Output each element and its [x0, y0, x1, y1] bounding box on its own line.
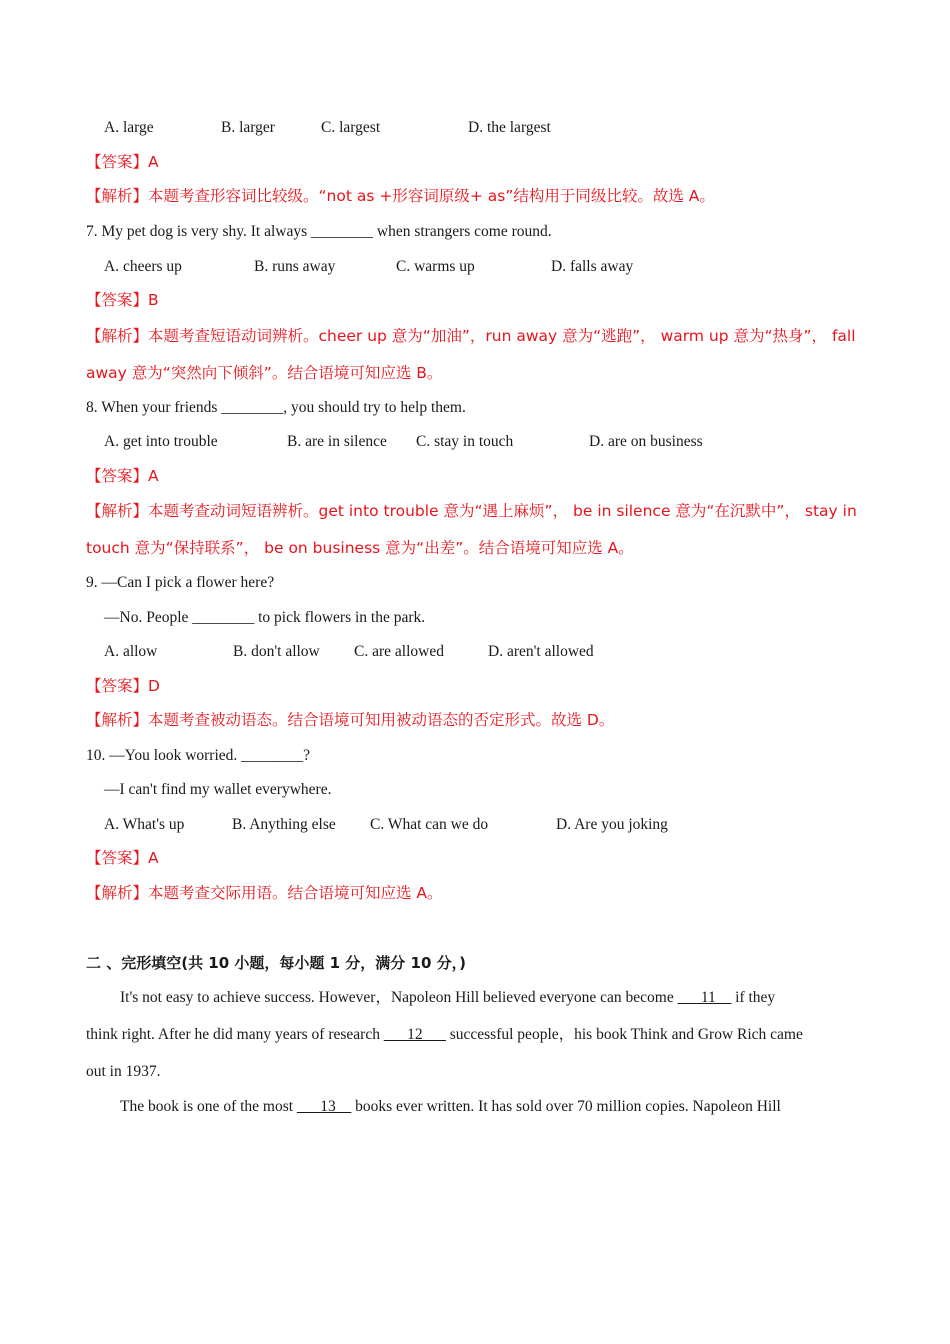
passage-text: books ever written. It has sold over 70 million copies. Napoleon Hill — [351, 1098, 781, 1115]
passage-line-1 — [120, 988, 775, 1008]
section2-heading: 二 、完形填空(共 10 小题，每小题 1 分，满分 10 分，) — [86, 954, 466, 972]
q9-option-a: A. allow — [104, 643, 158, 660]
q10-option-d: D. Are you joking — [556, 816, 668, 833]
q8-answer: 【答案】A — [86, 467, 159, 485]
q7-option-c: C. warms up — [396, 258, 475, 275]
q6-option-b: B. larger — [221, 119, 275, 136]
passage-text: The book is one of the most — [120, 1098, 297, 1115]
q6-option-c: C. largest — [321, 119, 381, 136]
q6-analysis: 【解析】本题考查形容词比较级。“not as +形容词原级+ as”结构用于同级比较。故选 A。 — [86, 187, 715, 205]
q10-option-a: A. What's up — [104, 816, 185, 833]
blank-12: ___12___ — [383, 1026, 446, 1043]
passage-line-4 — [120, 1097, 781, 1117]
q8-question: 8. When your friends ________, you should try to help them. — [86, 399, 466, 416]
q7-option-a: A. cheers up — [104, 258, 182, 275]
q7-option-b: B. runs away — [254, 258, 336, 275]
q8-analysis-line2: touch 意为“保持联系”， be on business 意为“出差”。结合语境可知应选 A。 — [86, 539, 634, 557]
q10-option-c: C. What can we do — [370, 816, 489, 833]
q9-reply: —No. People ________ to pick flowers in the park. — [104, 609, 426, 626]
passage-text: if they — [731, 989, 776, 1006]
q9-option-d: D. aren't allowed — [488, 643, 594, 660]
q10-question: 10. —You look worried. ________? — [86, 747, 311, 764]
q9-analysis: 【解析】本题考查被动语态。结合语境可知用被动语态的否定形式。故选 D。 — [86, 711, 615, 729]
passage-line-3: out in 1937. — [86, 1063, 161, 1080]
q6-option-d: D. the largest — [468, 119, 551, 136]
blank-11: ___11__ — [677, 989, 732, 1006]
q10-analysis: 【解析】本题考查交际用语。结合语境可知应选 A。 — [86, 884, 443, 902]
q8-analysis-line1: 【解析】本题考查动词短语辨析。get into trouble 意为“遇上麻烦”， be in silence 意为“在沉默中”， stay in — [86, 502, 857, 520]
q10-reply: —I can't find my wallet everywhere. — [104, 781, 332, 798]
q8-option-d: D. are on business — [589, 433, 703, 450]
passage-text: It's not easy to achieve success. However，Napoleon Hill believed everyone can become — [120, 989, 678, 1006]
q10-answer: 【答案】A — [86, 849, 159, 867]
q7-question: 7. My pet dog is very shy. It always ________ when strangers come round. — [86, 223, 552, 240]
q6-option-a: A. large — [104, 119, 154, 136]
q9-question: 9. —Can I pick a flower here? — [86, 574, 275, 591]
q7-analysis-line2: away 意为“突然向下倾斜”。结合语境可知应选 B。 — [86, 364, 443, 382]
passage-text: successful people，his book Think and Grow Rich came — [445, 1026, 803, 1043]
q8-option-a: A. get into trouble — [104, 433, 218, 450]
q9-option-b: B. don't allow — [233, 643, 320, 660]
q9-option-c: C. are allowed — [354, 643, 444, 660]
passage-line-2 — [86, 1025, 803, 1045]
q8-option-c: C. stay in touch — [416, 433, 514, 450]
q8-option-b: B. are in silence — [287, 433, 387, 450]
q7-answer: 【答案】B — [86, 291, 159, 309]
q10-option-b: B. Anything else — [232, 816, 336, 833]
blank-13: ___13__ — [296, 1098, 352, 1115]
q7-option-d: D. falls away — [551, 258, 634, 275]
passage-text: think right. After he did many years of research — [86, 1026, 384, 1043]
q9-answer: 【答案】D — [86, 677, 160, 695]
q7-analysis-line1: 【解析】本题考查短语动词辨析。cheer up 意为“加油”，run away 意为“逃跑”， warm up 意为“热身”， fall — [86, 327, 856, 345]
q6-answer: 【答案】A — [86, 153, 159, 171]
